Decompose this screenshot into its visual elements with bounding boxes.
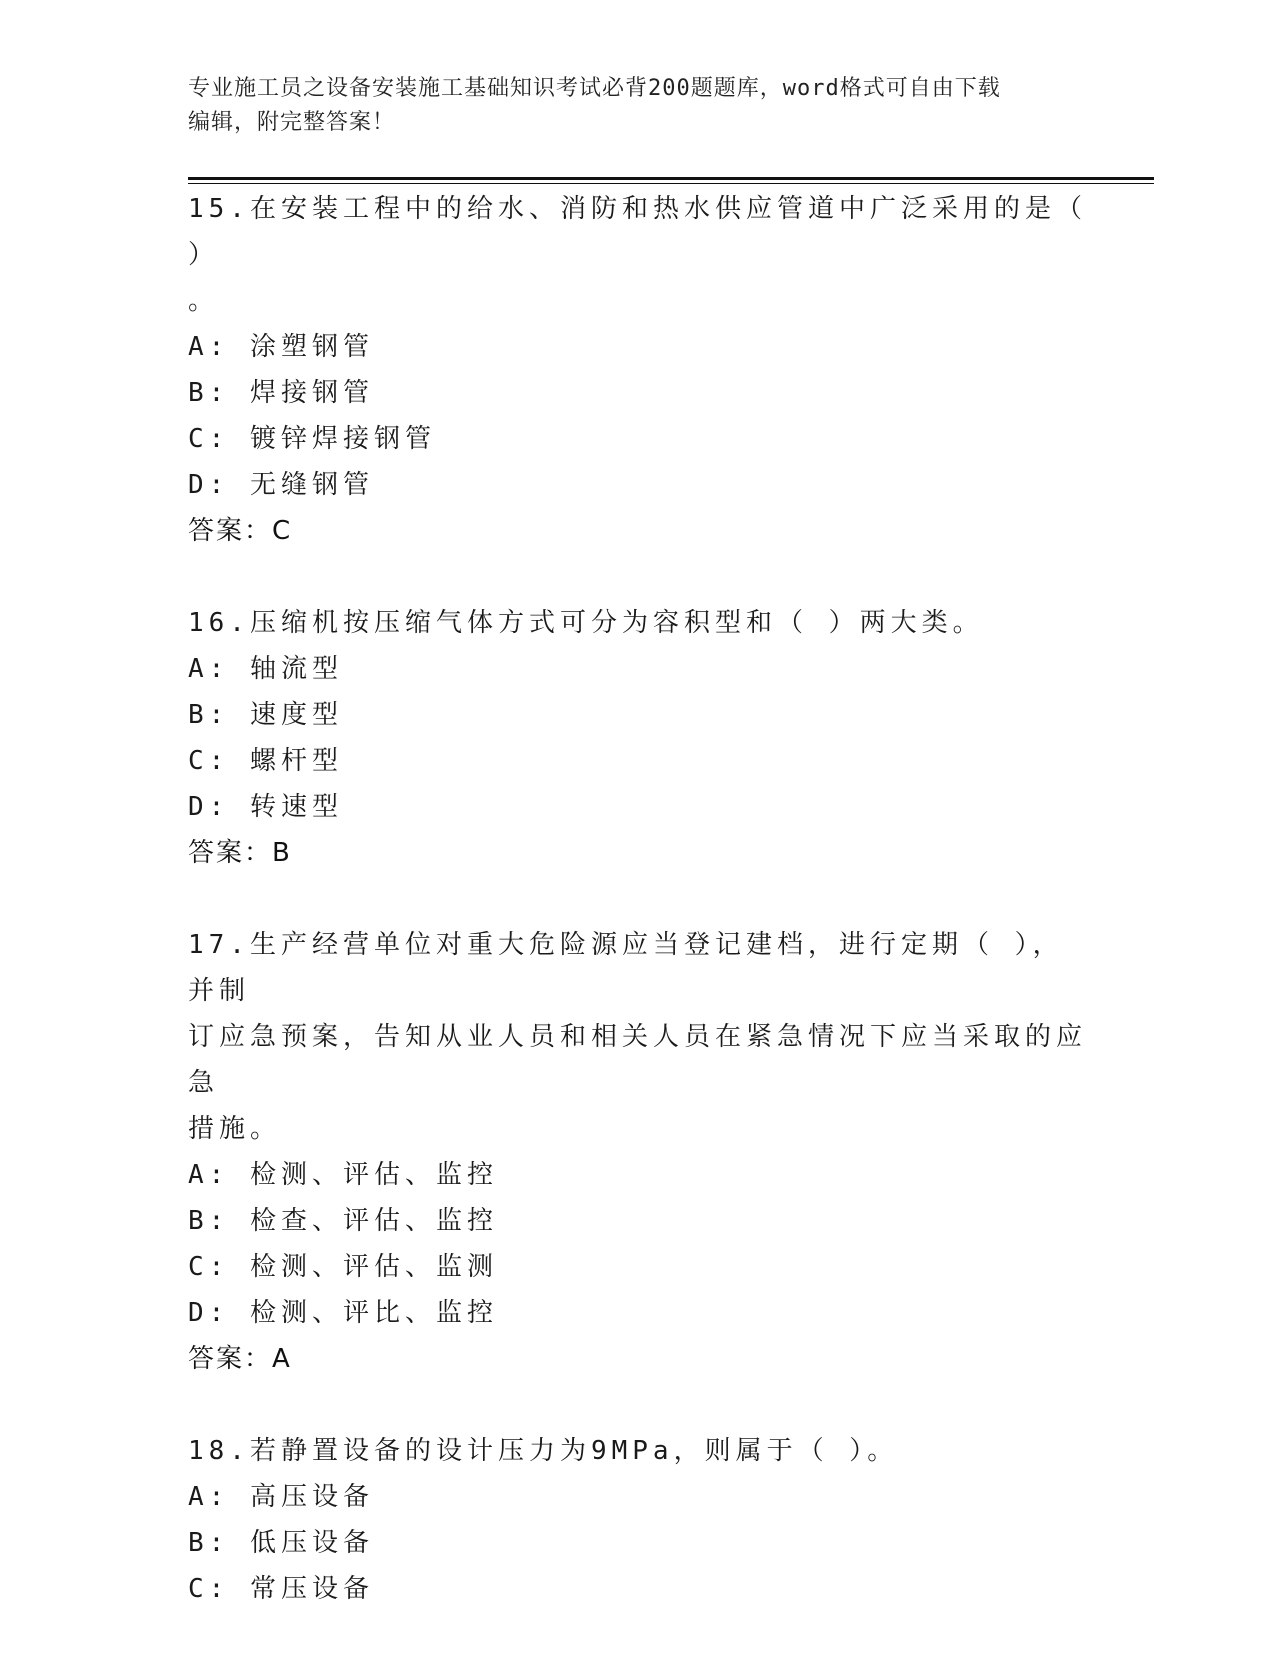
answer: 答案：C [188, 516, 293, 546]
option-d: D: 无缝钢管 [188, 470, 374, 500]
header-title-line-2: 编辑，附完整答案！ [188, 110, 396, 135]
question-18 [188, 1428, 1088, 1612]
question-list [188, 186, 1088, 1658]
question-stem: 。 [188, 286, 220, 316]
header-title-line-1: 专业施工员之设备安装施工基础知识考试必背200题题库，word格式可自由下载 [188, 76, 1001, 101]
question-15 [188, 186, 1088, 554]
answer: 答案：B [188, 838, 292, 868]
question-16 [188, 600, 1088, 876]
option-b: B: 检查、评估、监控 [188, 1206, 498, 1236]
option-c: C: 螺杆型 [188, 746, 343, 776]
question-stem: 订应急预案，告知从业人员和相关人员在紧急情况下应当采取的应急 [188, 1022, 1088, 1098]
question-stem: 16.压缩机按压缩气体方式可分为容积型和（ ）两大类。 [188, 608, 984, 638]
question-stem: 15.在安装工程中的给水、消防和热水供应管道中广泛采用的是（ ） [188, 194, 1087, 270]
option-d: D: 转速型 [188, 792, 343, 822]
option-a: A: 轴流型 [188, 654, 343, 684]
header-divider-thin [188, 183, 1154, 184]
option-c: C: 常压设备 [188, 1574, 374, 1604]
option-b: B: 焊接钢管 [188, 378, 374, 408]
option-a: A: 检测、评估、监控 [188, 1160, 498, 1190]
option-d: D: 检测、评比、监控 [188, 1298, 498, 1328]
option-c: C: 检测、评估、监测 [188, 1252, 498, 1282]
question-stem: 18.若静置设备的设计压力为9MPa，则属于（ ）。 [188, 1436, 899, 1466]
answer: 答案：A [188, 1344, 292, 1374]
option-b: B: 低压设备 [188, 1528, 374, 1558]
question-stem: 措施。 [188, 1114, 282, 1144]
question-stem: 17.生产经营单位对重大危险源应当登记建档，进行定期（ ），并制 [188, 930, 1064, 1006]
document-header [188, 72, 1088, 140]
option-c: C: 镀锌焊接钢管 [188, 424, 436, 454]
header-divider-thick [188, 177, 1154, 180]
question-17 [188, 922, 1088, 1382]
option-a: A: 涂塑钢管 [188, 332, 374, 362]
option-b: B: 速度型 [188, 700, 343, 730]
option-a: A: 高压设备 [188, 1482, 374, 1512]
